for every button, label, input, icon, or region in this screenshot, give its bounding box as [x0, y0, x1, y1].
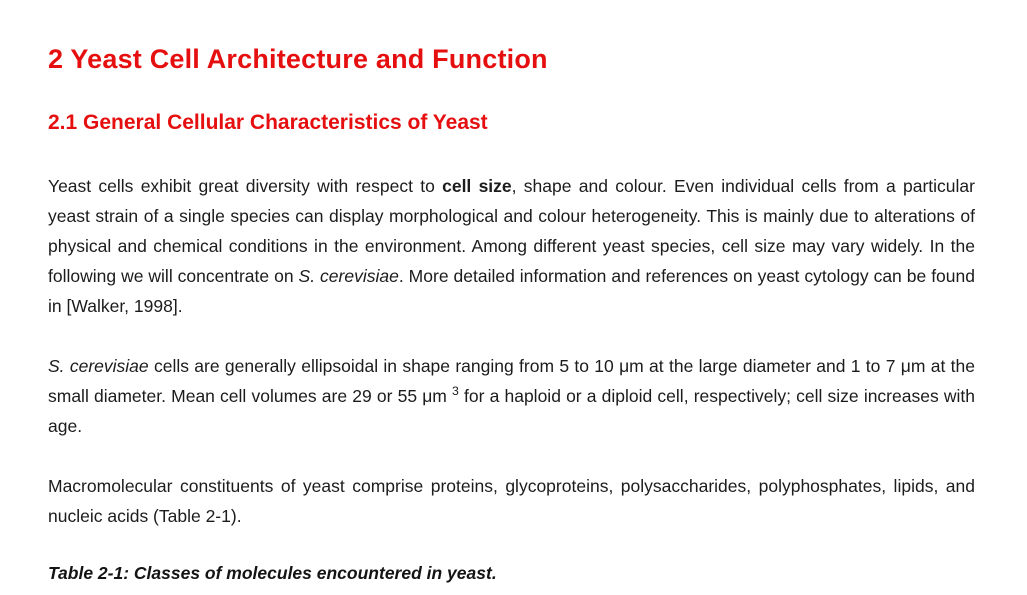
table-caption: Table 2-1: Classes of molecules encountered in yeast.	[48, 563, 497, 583]
paragraph-macromolecular-constituents: Macromolecular constituents of yeast comprise proteins, glycoproteins, polysaccharides, polyphosphates, lipids, and nucleic acids (Table 2-1).	[48, 476, 975, 526]
paragraph-cell-diversity: Yeast cells exhibit great diversity with respect to cell size, shape and colour. Even individual cells from a particular yeast strain of a single species can display morphological and colour heterogeneity. This is mainly due to alterations of physical and chemical conditions in the environment. Among different yeast species, cell size may vary widely. In the following we will concentrate on S. cerevisiae. More detailed information and references on yeast cytology can be found in [Walker, 1998].	[48, 176, 975, 316]
chapter-heading: 2 Yeast Cell Architecture and Function	[48, 44, 548, 74]
section-heading: 2.1 General Cellular Characteristics of Yeast	[48, 111, 488, 134]
paragraph-cell-dimensions: S. cerevisiae cells are generally ellipsoidal in shape ranging from 5 to 10 μm at the large diameter and 1 to 7 μm at the small diameter. Mean cell volumes are 29 or 55 μm $^3$ for a haploid or a diploid cell, respectively; cell size increases with age.	[48, 356, 975, 436]
